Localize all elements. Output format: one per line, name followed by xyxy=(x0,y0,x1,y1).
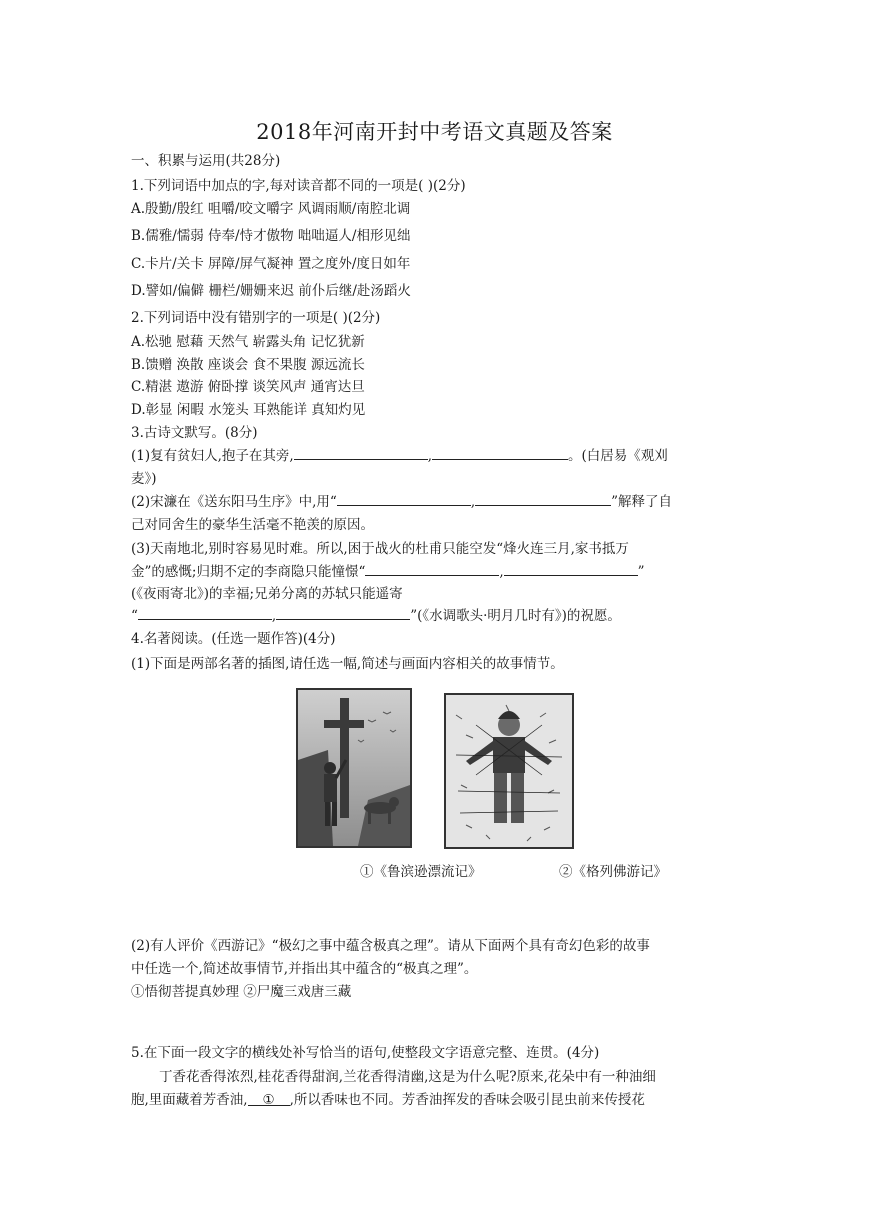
gullivers-travels-picture xyxy=(446,695,572,847)
q2-option-b: B.馈赠 涣散 座谈会 食不果腹 源远流长 xyxy=(131,357,365,373)
q4-sub2-line2: 中任选一个,简述故事情节,并指出其中蕴含的“极真之理”。 xyxy=(131,961,478,977)
q3-part1-source: 。(白居易《观刈 xyxy=(568,448,668,464)
q4-sub2: (2)有人评价《西游记》“极幻之事中蕴含极真之理”。请从下面两个具有奇幻色彩的故事 xyxy=(131,938,650,954)
section-heading: 一、积累与运用(共28分) xyxy=(131,153,281,169)
answer-blank[interactable] xyxy=(432,447,568,460)
answer-blank[interactable] xyxy=(504,563,638,576)
q3-part2 xyxy=(131,493,751,511)
q1-stem: 1.下列词语中加点的字,每对读音都不同的一项是( )(2分) xyxy=(131,178,466,194)
q3-part3-comma: , xyxy=(499,564,504,580)
q4-sub1: (1)下面是两部名著的插图,请任选一幅,简述与画面内容相关的故事情节。 xyxy=(131,656,564,672)
q5-passage-line2 xyxy=(131,1091,751,1109)
q4-sub2-options: ①悟彻菩提真妙理 ②尸魔三戏唐三藏 xyxy=(131,984,352,1000)
answer-blank[interactable] xyxy=(337,493,471,506)
q3-part1-text: (1)复有贫妇人,抱子在其旁, xyxy=(131,448,294,464)
answer-blank[interactable] xyxy=(475,493,611,506)
robinson-crusoe-illustration xyxy=(296,688,412,848)
q2-option-c: C.精湛 遨游 俯卧撑 谈笑风声 通宵达旦 xyxy=(131,379,365,395)
answer-blank[interactable] xyxy=(248,1091,290,1106)
q1-option-c: C.卡片/关卡 屏障/屏气凝神 置之度外/度日如年 xyxy=(131,256,411,272)
q3-part3-end: ”(《水调歌头·明月几时有》)的祝愿。 xyxy=(410,608,621,624)
q3-part3-quote: ” xyxy=(637,564,645,580)
answer-blank[interactable] xyxy=(276,607,410,620)
q3-part3-line4 xyxy=(131,607,751,625)
answer-blank[interactable] xyxy=(294,447,428,460)
q3-part1 xyxy=(131,447,751,465)
q5-stem: 5.在下面一段文字的横线处补写恰当的语句,使整段文字语意完整、连贯。(4分) xyxy=(131,1045,600,1061)
q3-part2-comma: , xyxy=(470,494,476,510)
answer-blank[interactable] xyxy=(365,563,499,576)
q5-passage-text: 胞,里面藏着芳香油, xyxy=(131,1092,248,1108)
q2-option-d: D.彰显 闲暇 水笼头 耳熟能详 真知灼见 xyxy=(131,402,366,418)
q2-stem: 2.下列词语中没有错别字的一项是( )(2分) xyxy=(131,310,381,326)
q3-part3-open-quote: “ xyxy=(131,608,138,624)
gullivers-travels-illustration xyxy=(444,693,574,849)
answer-blank[interactable] xyxy=(138,607,272,620)
q3-part1-comma: , xyxy=(427,448,433,464)
q3-part3-line3: (《夜雨寄北》)的幸福;兄弟分离的苏轼只能遥寄 xyxy=(131,586,403,602)
q3-part1-cont: 麦》) xyxy=(131,471,157,487)
q1-option-a: A.殷勤/殷红 咀嚼/咬文嚼字 风调雨顺/南腔北调 xyxy=(131,201,411,217)
page-title: 2018年河南开封中考语文真题及答案 xyxy=(256,120,613,144)
q3-part3: (3)天南地北,别时容易见时难。所以,困于战火的杜甫只能空发“烽火连三月,家书抵万 xyxy=(131,541,629,557)
q3-part2-cont: 己对同舍生的豪华生活毫不艳羡的原因。 xyxy=(131,517,374,533)
q2-option-a: A.松驰 慰藉 天然气 崭露头角 记忆犹新 xyxy=(131,334,365,350)
blank-number: ① xyxy=(262,1092,275,1108)
caption-robinson-crusoe: ①《鲁滨逊漂流记》 xyxy=(360,864,482,880)
q4-stem: 4.名著阅读。(任选一题作答)(4分) xyxy=(131,631,336,647)
q3-part2-text: (2)宋濂在《送东阳马生序》中,用“ xyxy=(131,494,337,510)
q5-passage-line1: 丁香花香得浓烈,桂花香得甜润,兰花香得清幽,这是为什么呢?原来,花朵中有一种油细 xyxy=(159,1069,656,1085)
caption-gullivers-travels: ②《格列佛游记》 xyxy=(559,864,667,880)
q1-option-d: D.譬如/偏僻 栅栏/姗姗来迟 前仆后继/赴汤蹈火 xyxy=(131,283,411,299)
q3-part2-end: ”解释了自 xyxy=(611,494,673,510)
q3-part3-line2 xyxy=(131,563,751,581)
robinson-crusoe-picture xyxy=(298,690,410,846)
q3-part3-comma2: , xyxy=(271,608,277,624)
q1-option-b: B.儒雅/懦弱 侍奉/恃才傲物 咄咄逼人/相形见绌 xyxy=(131,228,411,244)
q3-part3-text: 金”的感慨;归期不定的李商隐只能憧憬“ xyxy=(131,564,366,580)
q5-passage-text-cont: ,所以香味也不同。芳香油挥发的香味会吸引昆虫前来传授花 xyxy=(289,1092,645,1108)
q3-stem: 3.古诗文默写。(8分) xyxy=(131,425,258,441)
